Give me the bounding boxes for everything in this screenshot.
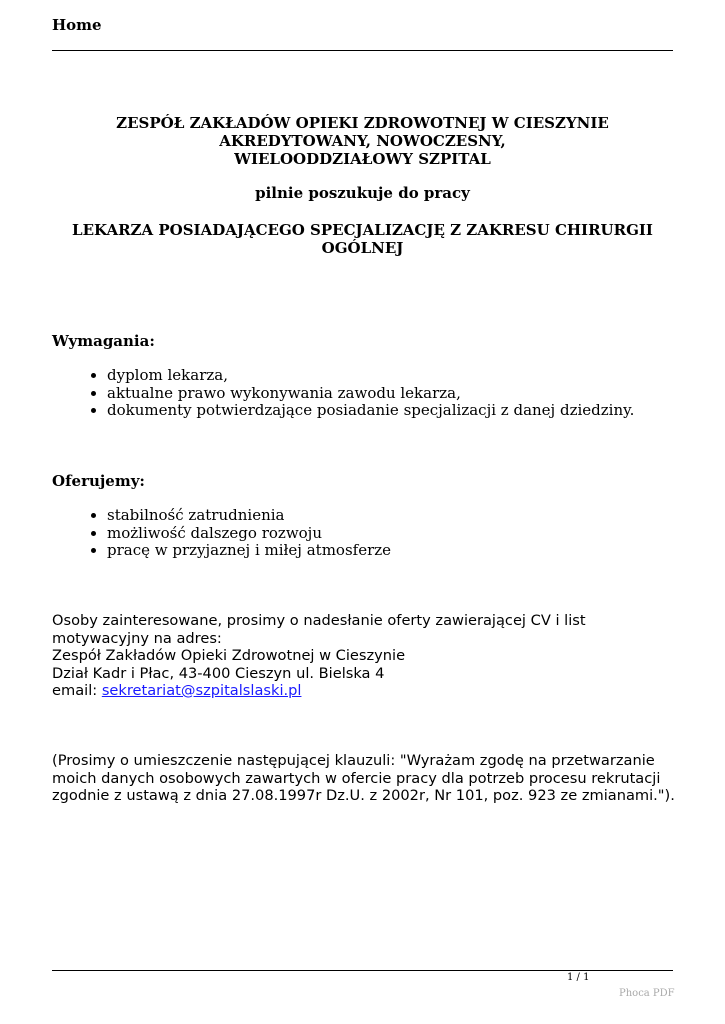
contact-block <box>52 612 677 700</box>
position-title: LEKARZA POSIADAJĄCEGO SPECJALIZACJĘ Z ZAKRESU CHIRURGII OGÓLNEJ <box>72 221 653 257</box>
headline-line-3: WIELOODDZIAŁOWY SZPITAL <box>234 150 491 168</box>
list-item: • pracę w przyjaznej i miłej atmosferze <box>107 542 391 560</box>
generator-label: Phoca PDF <box>619 988 675 999</box>
email-label: email: <box>52 682 102 699</box>
offer-list <box>52 507 391 560</box>
consent-clause: (Prosimy o umieszczenie następującej klauzuli: "Wyrażam zgodę na przetwarzanie moich danych osobowych zawartych w ofercie pracy dla potrzeb procesu rekrutacji zgodnie z ustawą z dnia 27.08.1997r Dz.U. z 2002r, Nr 101, poz. 923 ze zmianami."). <box>52 752 675 804</box>
list-item: • dyplom lekarza, <box>107 367 634 385</box>
page-number: 1 / 1 <box>567 972 590 983</box>
footer-divider <box>52 970 673 971</box>
offer-title: Oferujemy: <box>52 472 145 490</box>
list-item: • stabilność zatrudnienia <box>107 507 391 525</box>
list-item: • możliwość dalszego rozwoju <box>107 525 391 543</box>
contact-email-line <box>52 682 677 700</box>
contact-organization: Zespół Zakładów Opieki Zdrowotnej w Cieszynie <box>52 647 406 664</box>
list-item: • aktualne prawo wykonywania zawodu lekarza, <box>107 385 634 403</box>
contact-intro: Osoby zainteresowane, prosimy o nadesłanie oferty zawierającej CV i list motywacyjny na adres: <box>52 612 586 647</box>
headline-subtitle: pilnie poszukuje do pracy <box>255 184 470 202</box>
headline <box>52 114 673 168</box>
email-link[interactable]: sekretariat@szpitalslaski.pl <box>101 682 302 699</box>
header-divider <box>52 50 673 51</box>
page-header-title: Home <box>52 16 102 34</box>
requirements-list <box>52 367 634 420</box>
headline-line-2: AKREDYTOWANY, NOWOCZESNY, <box>219 132 506 150</box>
list-item: • dokumenty potwierdzające posiadanie specjalizacji z danej dziedziny. <box>107 402 634 420</box>
requirements-title: Wymagania: <box>52 332 155 350</box>
contact-department: Dział Kadr i Płac, 43-400 Cieszyn ul. Bielska 4 <box>52 664 385 682</box>
headline-line-1: ZESPÓŁ ZAKŁADÓW OPIEKI ZDROWOTNEJ W CIESZYNIE <box>116 114 609 132</box>
